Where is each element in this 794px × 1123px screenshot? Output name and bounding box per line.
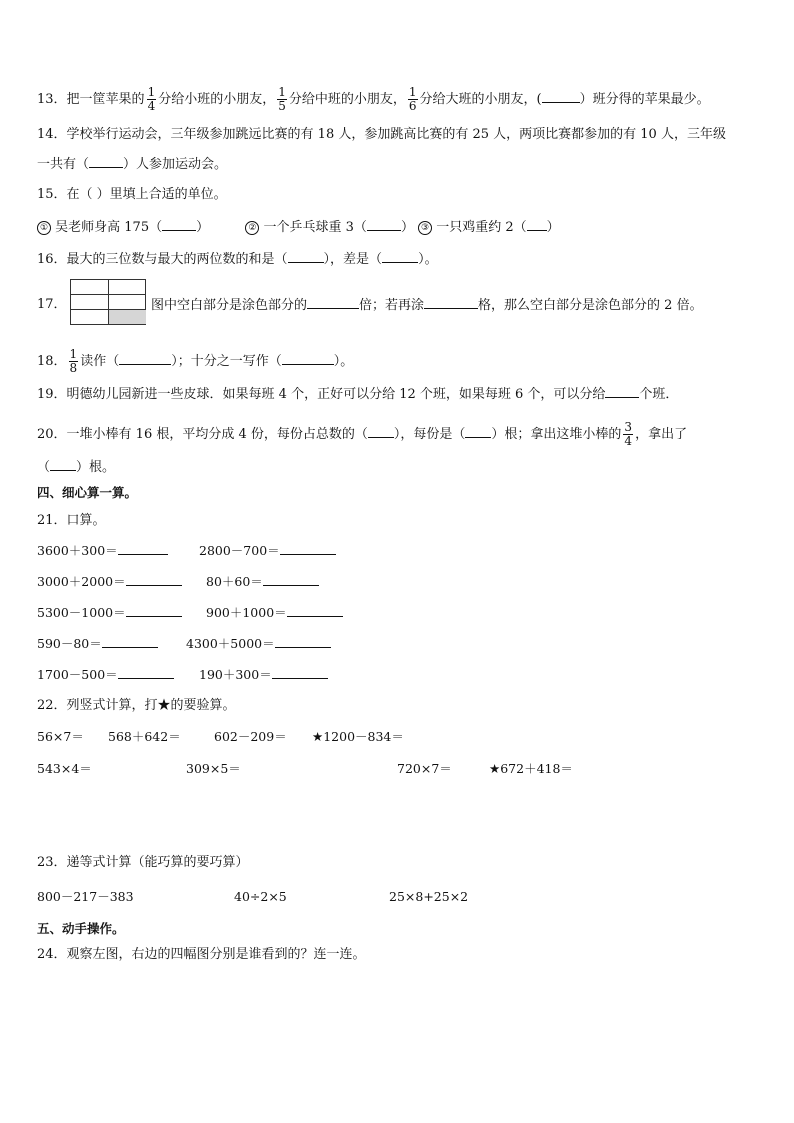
answer-blank[interactable] xyxy=(126,604,182,617)
answer-blank[interactable] xyxy=(307,296,359,309)
calc-item: 1700－500＝ xyxy=(37,666,174,683)
question-text: 分给大班的小朋友，( xyxy=(419,92,542,107)
calc-item: 5300－1000＝ xyxy=(37,604,182,621)
question-17: 图中空白部分是涂色部分的 倍；若再涂 格，那么空白部分是涂色部分的 2 倍。 xyxy=(151,298,703,313)
grid-cell xyxy=(71,295,109,310)
answer-blank[interactable] xyxy=(272,666,328,679)
answer-blank[interactable] xyxy=(50,458,76,471)
calc-item: 568＋642＝ xyxy=(108,729,181,744)
answer-blank[interactable] xyxy=(102,635,158,648)
item-text: 一只鸡重约 2（ xyxy=(436,220,527,235)
fraction-one-quarter: $\frac{1}{4}$ xyxy=(147,85,156,113)
question-22-title: 22．列竖式计算，打★的要验算。 xyxy=(37,698,236,713)
answer-blank[interactable] xyxy=(282,352,334,365)
answer-blank[interactable] xyxy=(367,218,401,231)
question-text: 分给中班的小朋友， xyxy=(288,92,406,107)
circled-number-1: ① xyxy=(37,221,51,235)
grid-cell xyxy=(71,310,109,324)
answer-blank[interactable] xyxy=(368,425,394,438)
calc-item: 543×4＝ xyxy=(37,761,92,776)
answer-blank[interactable] xyxy=(287,604,343,617)
answer-blank[interactable] xyxy=(542,90,580,103)
section-heading-5: 五、动手操作。 xyxy=(37,921,125,936)
section-heading-4: 四、细心算一算。 xyxy=(37,485,138,500)
answer-blank[interactable] xyxy=(280,542,336,555)
question-20-line2: （ ）根。 xyxy=(37,460,116,475)
question-14-line2 xyxy=(37,155,227,174)
circled-number-2: ② xyxy=(245,221,259,235)
question-text: 把一筐苹果的 xyxy=(66,92,145,107)
question-number: 13． xyxy=(37,92,67,107)
answer-blank[interactable] xyxy=(275,635,331,648)
question-text: 一共有（ xyxy=(37,157,90,172)
calc-item: 800－217－383 xyxy=(37,889,134,904)
calc-item: 2800－700＝ xyxy=(199,542,336,559)
question-17-number: 17． xyxy=(37,297,67,312)
answer-blank[interactable] xyxy=(119,352,171,365)
grid-cell-shaded xyxy=(109,310,146,324)
answer-blank[interactable] xyxy=(527,218,547,231)
answer-blank[interactable] xyxy=(465,425,491,438)
question-18: 18． $\frac{1}{8}$ 读作（ ）；十分之一写作（ ）。 xyxy=(37,347,354,375)
calc-item: 900＋1000＝ xyxy=(206,604,343,621)
question-21-title: 21．口算。 xyxy=(37,513,106,528)
question-15: 15．在（ ）里填上合适的单位。 xyxy=(37,187,227,202)
calc-item: 720×7＝ xyxy=(397,761,452,776)
calc-item: 56×7＝ xyxy=(37,729,84,744)
item-text: 吴老师身高 175（ xyxy=(55,220,163,235)
answer-blank[interactable] xyxy=(126,573,182,586)
answer-blank[interactable] xyxy=(162,218,196,231)
question-24: 24．观察左图，右边的四幅图分别是谁看到的？连一连。 xyxy=(37,947,366,962)
answer-blank[interactable] xyxy=(605,385,639,398)
answer-blank[interactable] xyxy=(382,250,418,263)
calc-item: ★1200－834＝ xyxy=(312,729,404,744)
grid-cell xyxy=(109,295,146,310)
answer-blank[interactable] xyxy=(288,250,324,263)
answer-blank[interactable] xyxy=(263,573,319,586)
calc-item: 80＋60＝ xyxy=(206,573,319,590)
calc-item: 190＋300＝ xyxy=(199,666,328,683)
calc-item: 309×5＝ xyxy=(186,761,241,776)
calc-item: 590－80＝ xyxy=(37,635,158,652)
item-text: 一个乒乓球重 3（ xyxy=(263,220,367,235)
calc-item: 25×8+25×2 xyxy=(389,889,469,904)
question-19: 19．明德幼儿园新进一些皮球．如果每班 4 个，正好可以分给 12 个班，如果每班 6 个，可以分给 个班． xyxy=(37,387,679,402)
question-15-items: ① 吴老师身高 175（ ） ② 一个乒乓球重 3（ ） ③ 一只鸡重约 2（ ） xyxy=(37,218,560,237)
grid-cell xyxy=(109,280,146,295)
question-text: ）人参加运动会。 xyxy=(123,157,228,172)
question-14-line1: 14．学校举行运动会，三年级参加跳远比赛的有 18 人，参加跳高比赛的有 25 人，两项比赛都参加的有 10 人，三年级 xyxy=(37,127,726,142)
calc-item: 4300＋5000＝ xyxy=(186,635,331,652)
fraction-one-eighth: $\frac{1}{8}$ xyxy=(69,347,78,375)
calc-item: 602－209＝ xyxy=(214,729,287,744)
question-16: 16．最大的三位数与最大的两位数的和是（ ），差是（ ）。 xyxy=(37,252,438,267)
fraction-one-sixth: $\frac{1}{6}$ xyxy=(408,85,417,113)
grid-cell xyxy=(71,280,109,295)
calc-item: 40÷2×5 xyxy=(234,889,287,904)
grid-figure xyxy=(70,279,146,325)
calc-item: 3600＋300＝ xyxy=(37,542,168,559)
question-23-title: 23．递等式计算（能巧算的要巧算） xyxy=(37,855,249,870)
fraction-one-fifth: $\frac{1}{5}$ xyxy=(278,85,286,113)
fraction-three-quarters: $\frac{3}{4}$ xyxy=(624,420,633,448)
answer-blank[interactable] xyxy=(118,666,174,679)
question-13 xyxy=(37,86,710,113)
question-text: ）班分得的苹果最少。 xyxy=(579,92,710,107)
question-20: 20．一堆小棒有 16 根，平均分成 4 份，每份占总数的（ ），每份是（ ）根；拿出这堆小棒的 $\frac{3}{4}$ ，拿出了 xyxy=(37,420,688,448)
answer-blank[interactable] xyxy=(89,155,123,168)
calc-item: ★672＋418＝ xyxy=(489,761,573,776)
question-text: 分给小班的小朋友， xyxy=(158,92,276,107)
answer-blank[interactable] xyxy=(424,296,478,309)
circled-number-3: ③ xyxy=(418,221,432,235)
calc-item: 3000＋2000＝ xyxy=(37,573,182,590)
answer-blank[interactable] xyxy=(118,542,168,555)
